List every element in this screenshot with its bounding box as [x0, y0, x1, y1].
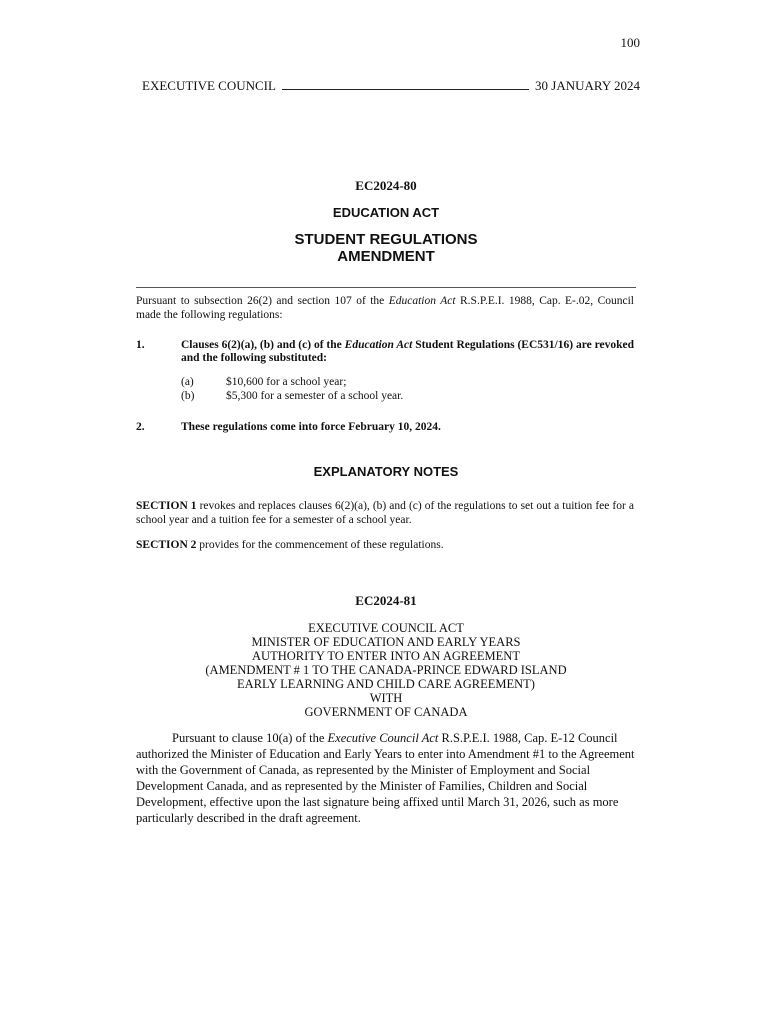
act-title: EDUCATION ACT [332, 205, 440, 220]
header-left: EXECUTIVE COUNCIL [142, 78, 276, 93]
preamble-text-cont: R.S.P.E.I. 1988, Cap. E-.02, Council made the following regulations: [136, 295, 634, 321]
order-number-2: EC2024-81 [355, 593, 417, 608]
caption-line: MINISTER OF EDUCATION AND EARLY YEARS [251, 635, 521, 649]
body-text: Pursuant to clause 10(a) of the [172, 731, 328, 745]
note-section-label: SECTION 1 [136, 500, 197, 512]
order-number: EC2024-80 [355, 178, 417, 193]
body-text-cont: R.S.P.E.I. 1988, Cap. E-12 Council authorized the Minister of Education and Early Years to enter into Amendment #1 to the Agreement with the Government of Canada, as represented by the Minister of Employment and Social Development Canada, and as represented by the Minister of Families, Children and Social Development, effective upon the last signature being affixed until March 31, 2026, such as more particularly described in the draft agreement. [136, 731, 635, 825]
header-date: 30 JANUARY 2024 [535, 78, 640, 93]
clause-text: $10,600 for a school year; [226, 376, 347, 388]
regulation-title-line-1: STUDENT REGULATIONS [294, 231, 478, 248]
order-2-body [136, 730, 636, 826]
item-text [181, 339, 634, 365]
caption-line: EARLY LEARNING AND CHILD CARE AGREEMENT) [237, 677, 535, 691]
header-rule [282, 79, 529, 90]
clause-letter: (b) [181, 390, 195, 402]
clause-text: $5,300 for a semester of a school year. [226, 390, 404, 402]
item-text: These regulations come into force February 10, 2024. [181, 421, 441, 433]
preamble-text: Pursuant to subsection 26(2) and section 107 of the [136, 295, 389, 307]
preamble-act-name: Education Act [388, 295, 456, 307]
item-number: 2. [136, 421, 145, 433]
clause-b [181, 389, 403, 403]
item-number: 1. [136, 339, 145, 351]
clause-a [181, 375, 346, 389]
note-text: revokes and replaces clauses 6(2)(a), (b) and (c) of the regulations to set out a tuition fee for a school year and a tuition fee for a semester of a school year. [136, 500, 634, 526]
caption-line: EXECUTIVE COUNCIL ACT [308, 621, 464, 635]
running-header [142, 78, 640, 94]
regulation-title-line-2: AMENDMENT [337, 248, 435, 265]
caption-line: GOVERNMENT OF CANADA [304, 705, 468, 719]
order-2-caption [136, 621, 636, 719]
item-text-part-2: Student Regulations (EC531/16) are revoked and the following substituted: [181, 339, 634, 364]
explanatory-notes-heading: EXPLANATORY NOTES [313, 464, 459, 479]
clause-letter: (a) [181, 376, 194, 388]
explanatory-note-1 [136, 499, 634, 527]
item-text-part: Clauses 6(2)(a), (b) and (c) of the [181, 339, 345, 351]
preamble [136, 294, 634, 322]
caption-line: (AMENDMENT # 1 TO THE CANADA-PRINCE EDWARD ISLAND [205, 663, 567, 677]
note-section-label: SECTION 2 [136, 539, 197, 551]
body-act-name: Executive Council Act [327, 731, 439, 745]
item-act-name: Education Act [344, 339, 413, 351]
regulation-title [136, 231, 636, 265]
caption-line: WITH [369, 691, 403, 705]
caption-line: AUTHORITY TO ENTER INTO AN AGREEMENT [252, 649, 520, 663]
note-text: provides for the commencement of these regulations. [196, 539, 444, 551]
divider [136, 287, 636, 288]
page-number: 100 [620, 35, 640, 50]
explanatory-note-2 [136, 538, 634, 552]
